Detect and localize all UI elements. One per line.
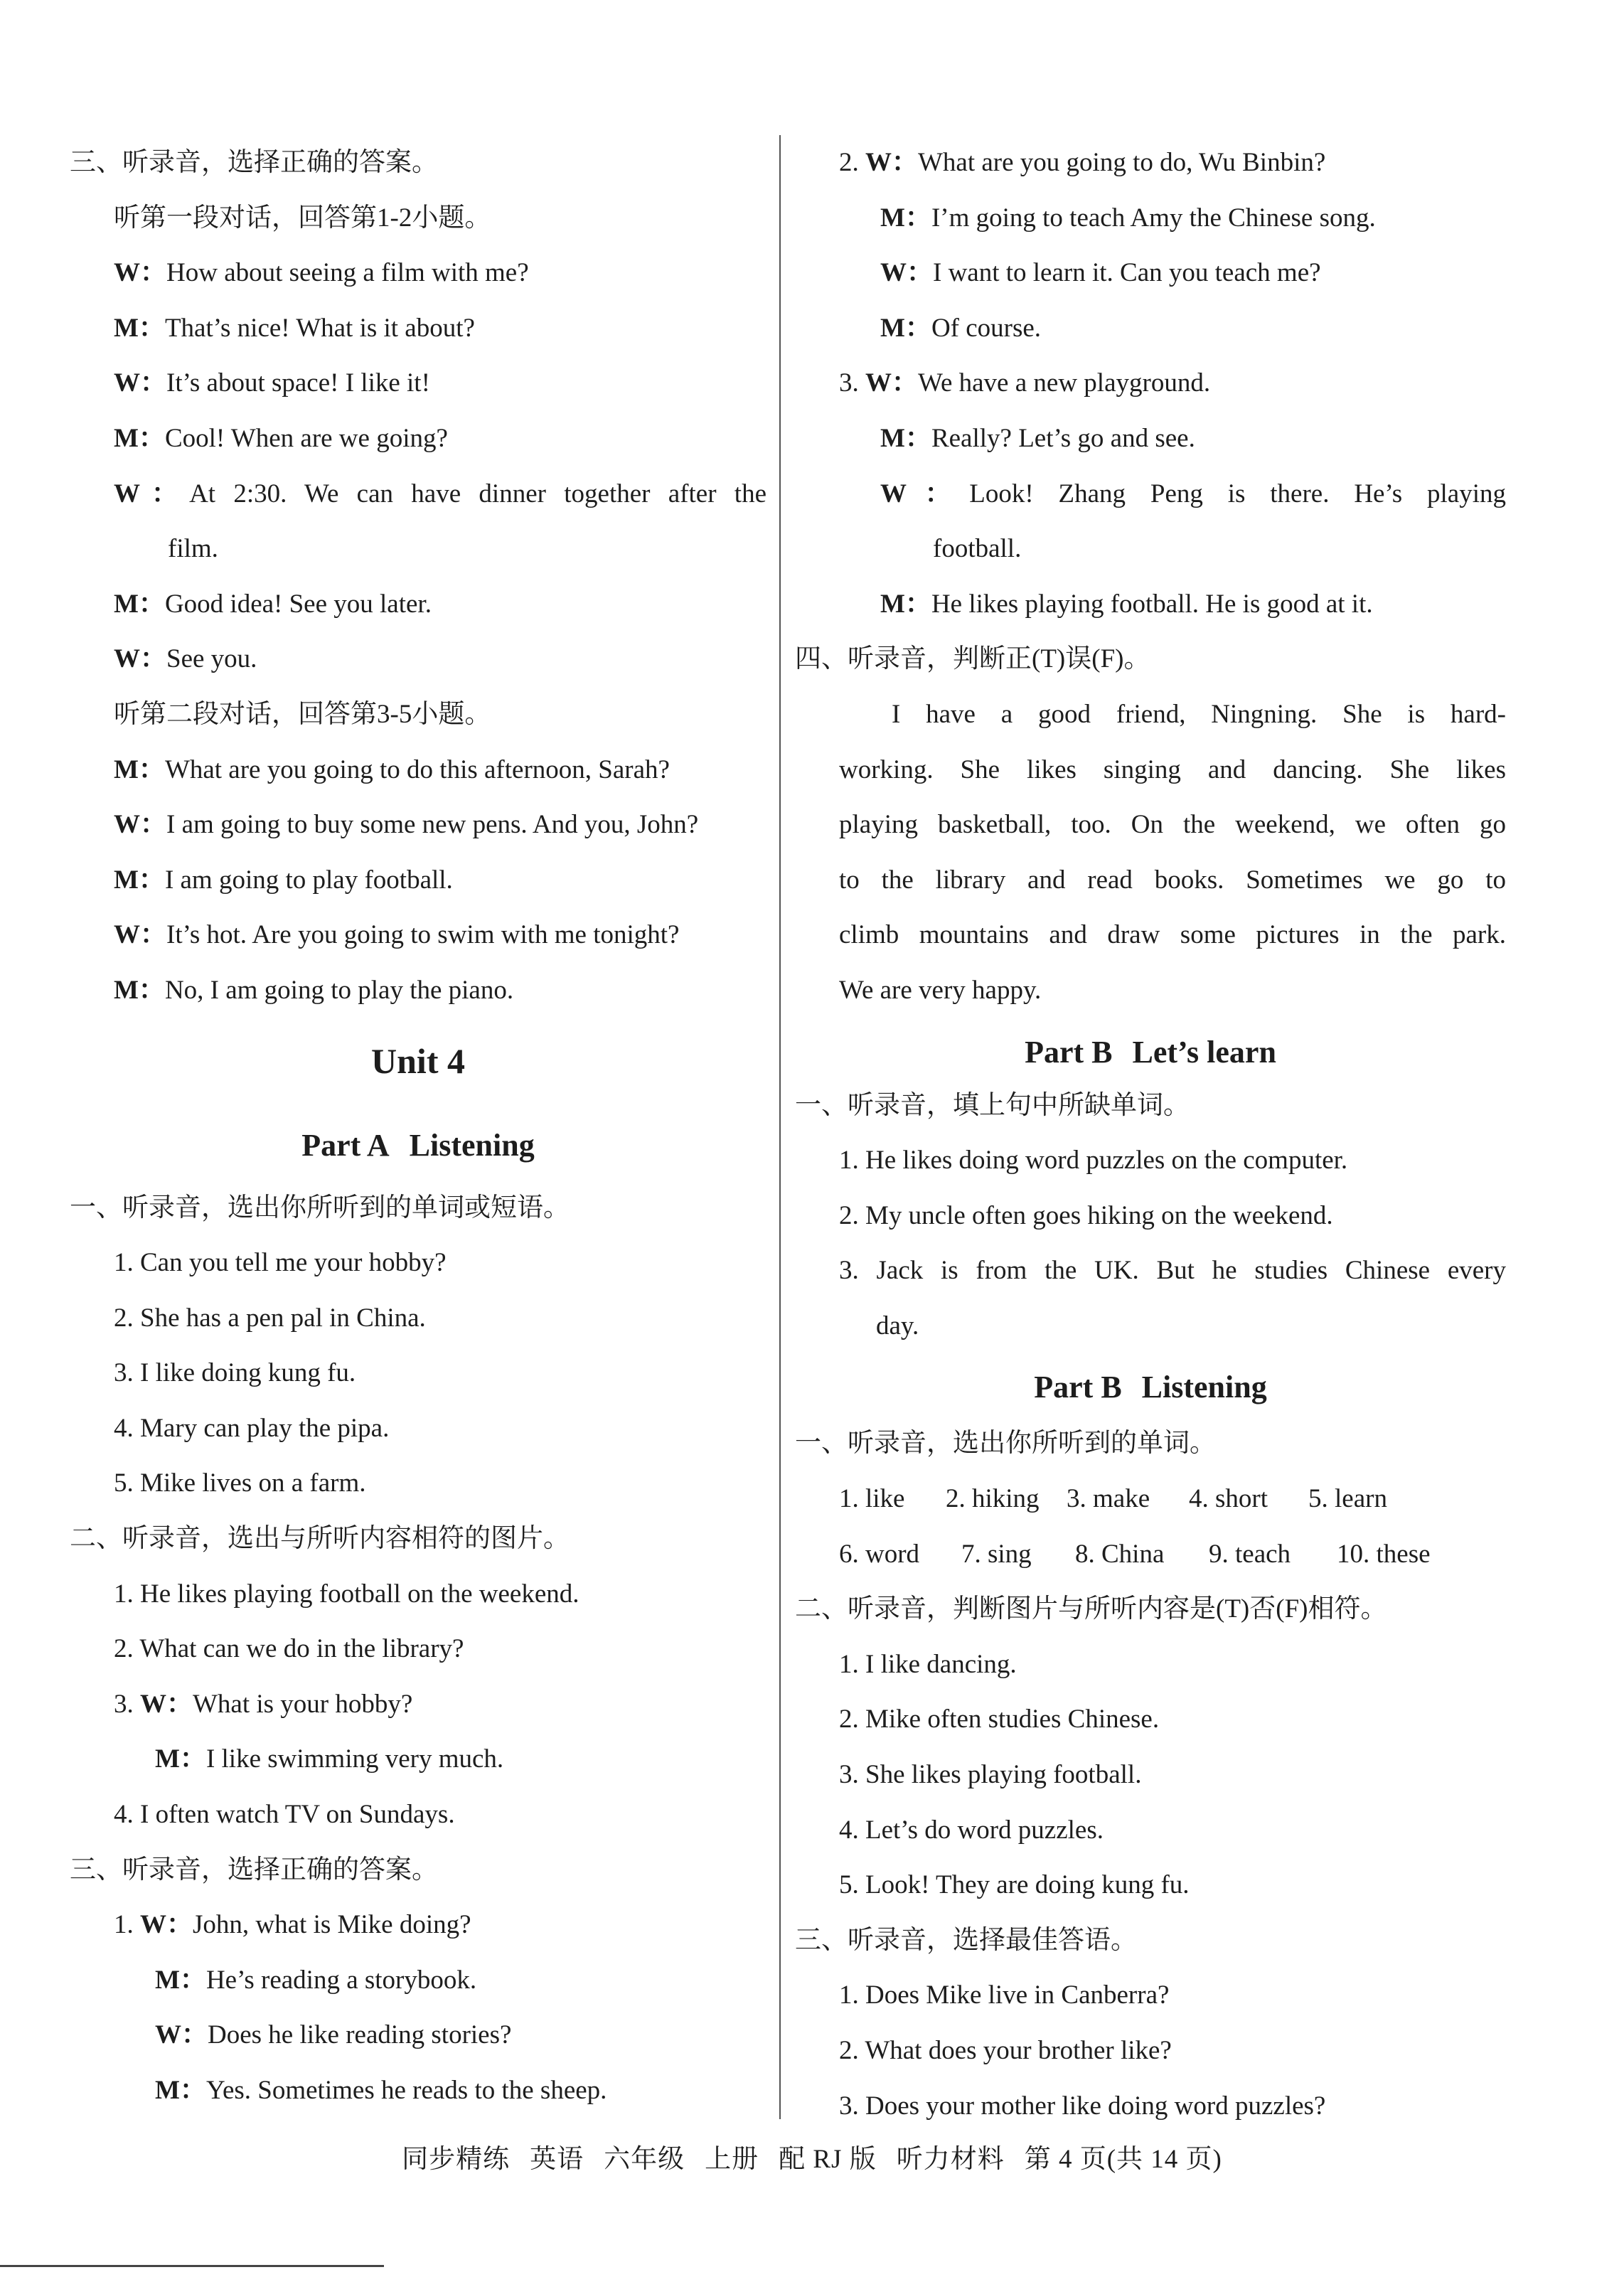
word-item: 6. word (839, 1539, 920, 1569)
dialogue-line (70, 2008, 766, 2063)
speaker: M： (880, 589, 931, 619)
paragraph-line: We are very happy. (839, 975, 1042, 1005)
line-text: How about seeing a film with me? (166, 258, 529, 288)
line-text: He’s reading a storybook. (205, 1965, 477, 1995)
footer-material: 听力材料 (896, 2145, 1005, 2174)
word-item: 8. China (1075, 1539, 1165, 1569)
dialogue-line (70, 1677, 766, 1732)
dialogue-line (70, 907, 766, 963)
section-header: 三、听录音，选择最佳答语。 (795, 1925, 1137, 1955)
subheader: 听第二段对话，回答第3-5小题。 (114, 699, 491, 729)
list-item: 3. Does your mother like doing word puzzles? (839, 2091, 1326, 2121)
paragraph-line: playing basketball, too. On the weekend, we often go (839, 810, 1506, 840)
word-row (795, 1527, 1506, 1582)
dialogue-line (70, 245, 766, 301)
dialogue-line (70, 853, 766, 908)
section-header: 二、听录音，判断图片与所听内容是(T)否(F)相符。 (795, 1594, 1387, 1624)
line-continuation: film. (168, 534, 218, 564)
footer-grade: 六年级 (604, 2145, 685, 2174)
speaker: W： (114, 258, 166, 288)
dialogue-line (70, 1953, 766, 2008)
list-item: 2. My uncle often goes hiking on the weekend. (839, 1200, 1333, 1230)
dialogue-line (795, 577, 1506, 632)
list-item: 1. He likes playing football on the weekend. (114, 1579, 579, 1609)
speaker: M： (114, 755, 165, 784)
dialogue-line (70, 1897, 766, 1953)
speaker: M： (114, 865, 165, 895)
line-text: Of course. (931, 313, 1042, 343)
speaker: M： (880, 313, 931, 343)
list-item: 1. He likes doing word puzzles on the computer. (839, 1146, 1348, 1175)
line-text: Really? Let’s go and see. (931, 423, 1195, 453)
section-header: 四、听录音，判断正(T)误(F)。 (795, 644, 1150, 674)
word-item: 9. teach (1209, 1539, 1291, 1569)
word-item: 5. learn (1308, 1484, 1387, 1514)
list-item: 3. I like doing kung fu. (114, 1358, 356, 1388)
line-text: What are you going to do, Wu Binbin? (918, 148, 1326, 177)
section-header: 三、听录音，选择正确的答案。 (70, 1855, 438, 1884)
list-item: 4. I often watch TV on Sundays. (114, 1800, 455, 1830)
left-column (70, 135, 766, 2118)
line-continuation: day. (876, 1311, 919, 1340)
section-header: 一、听录音，选出你所听到的单词或短语。 (70, 1193, 570, 1222)
footer-subject: 英语 (530, 2145, 584, 2174)
paragraph-line: I have a good friend, Ningning. She is hard- (892, 699, 1506, 729)
dialogue-line (70, 356, 766, 411)
dialogue-line (795, 301, 1506, 356)
item-number: 2. (839, 148, 859, 177)
speaker: M： (880, 423, 931, 453)
speaker: M： (155, 2076, 206, 2105)
list-item: 2. What can we do in the library? (114, 1634, 464, 1664)
dialogue-line (70, 1732, 766, 1787)
speaker: W： (114, 810, 166, 840)
list-item: 4. Let’s do word puzzles. (839, 1815, 1104, 1845)
column-divider (779, 135, 781, 2119)
right-column (795, 135, 1506, 2133)
line-text: Cool! When are we going? (164, 423, 448, 453)
part-label: Part B (1034, 1370, 1122, 1405)
line-text: He likes playing football. He is good at it. (931, 589, 1373, 619)
speaker: M： (155, 1965, 206, 1995)
line-text: Good idea! See you later. (164, 589, 432, 619)
part-label: Part B (1025, 1034, 1113, 1070)
item-number: 1. (114, 1910, 134, 1940)
speaker: W： (865, 368, 918, 398)
line-text: John, what is Mike doing? (193, 1910, 471, 1940)
dialogue-line (795, 135, 1506, 191)
part-name: Let’s learn (1132, 1034, 1276, 1070)
speaker: M： (155, 1744, 206, 1774)
item-number: 3. (114, 1689, 134, 1719)
word-item: 2. hiking (946, 1484, 1040, 1514)
subheader: 听第一段对话，回答第1-2小题。 (114, 203, 491, 233)
dialogue-line (70, 963, 766, 1018)
dialogue-line (795, 245, 1506, 301)
line-text: I am going to buy some new pens. And you, John? (166, 810, 699, 840)
list-item: 1. Can you tell me your hobby? (114, 1248, 447, 1278)
unit-title: Unit 4 (371, 1040, 465, 1081)
dialogue-line (70, 301, 766, 356)
speaker: W： (880, 258, 933, 288)
list-item: 2. Mike often studies Chinese. (839, 1705, 1160, 1734)
speaker: M： (114, 589, 165, 619)
part-title (70, 1104, 766, 1180)
speaker: W： (114, 479, 190, 508)
list-item: 2. What does your brother like? (839, 2036, 1172, 2065)
speaker: M： (114, 975, 165, 1005)
dialogue-line (70, 631, 766, 687)
dialogue-line (70, 577, 766, 632)
word-item: 3. make (1067, 1484, 1150, 1514)
line-text: I like swimming very much. (205, 1744, 504, 1774)
line-text: It’s about space! I like it! (166, 368, 430, 398)
footer-series: 同步精练 (402, 2145, 511, 2174)
list-item: 3. She likes playing football. (839, 1760, 1142, 1790)
speaker: M： (114, 423, 165, 453)
line-text: I am going to play football. (164, 865, 453, 895)
dialogue-line (70, 797, 766, 853)
list-item: 4. Mary can play the pipa. (114, 1413, 390, 1443)
section-header: 二、听录音，选出与所听内容相符的图片。 (70, 1524, 570, 1554)
line-text: We have a new playground. (918, 368, 1211, 398)
speaker: M： (880, 203, 931, 233)
section-header: 三、听录音，选择正确的答案。 (70, 148, 438, 177)
footer-edition: 配 RJ 版 (779, 2145, 877, 2174)
line-text: Yes. Sometimes he reads to the sheep. (205, 2076, 607, 2105)
word-item: 4. short (1189, 1484, 1268, 1514)
footer-volume: 上册 (705, 2145, 759, 2174)
line-text: What is your hobby? (193, 1689, 413, 1719)
list-item: 5. Look! They are doing kung fu. (839, 1870, 1190, 1900)
line-continuation: football. (933, 534, 1022, 564)
line-text: No, I am going to play the piano. (164, 975, 514, 1005)
dialogue-line (795, 356, 1506, 411)
line-text: It’s hot. Are you going to swim with me tonight? (166, 920, 680, 950)
speaker: W： (865, 148, 918, 177)
paragraph-line: working. She likes singing and dancing. She likes (839, 755, 1506, 784)
page-footer (0, 2137, 1624, 2175)
part-name: Listening (409, 1127, 535, 1163)
speaker: W： (114, 368, 166, 398)
section-header: 一、听录音，填上句中所缺单词。 (795, 1090, 1190, 1120)
list-item: 3. Jack is from the UK. But he studies Chinese every (839, 1256, 1506, 1286)
paragraph-line: to the library and read books. Sometimes we go to (839, 865, 1506, 895)
section-header: 一、听录音，选出你所听到的单词。 (795, 1429, 1216, 1459)
dialogue-line (795, 411, 1506, 466)
speaker: W： (155, 2020, 208, 2050)
speaker: W： (140, 1910, 193, 1940)
list-item: 2. She has a pen pal in China. (114, 1303, 426, 1333)
line-text: That’s nice! What is it about? (164, 313, 475, 343)
word-item: 10. these (1337, 1539, 1431, 1569)
line-text: Does he like reading stories? (208, 2020, 512, 2050)
line-text: Look! Zhang Peng is there. He’s playing (969, 479, 1506, 508)
part-name: Listening (1141, 1370, 1267, 1405)
item-number: 3. (839, 368, 859, 398)
dialogue-line (70, 411, 766, 466)
line-text: What are you going to do this afternoon, Sarah? (164, 755, 670, 784)
speaker: W： (114, 920, 166, 950)
speaker: M： (114, 313, 165, 343)
part-label: Part A (301, 1127, 390, 1163)
word-row (795, 1471, 1506, 1527)
word-item: 1. like (839, 1484, 905, 1514)
line-text: At 2:30. We can have dinner together after the (189, 479, 767, 508)
bottom-rule (0, 2265, 384, 2267)
speaker: W： (114, 644, 166, 674)
dialogue-line (795, 466, 1506, 522)
word-item: 7. sing (961, 1539, 1032, 1569)
dialogue-line (70, 2063, 766, 2118)
dialogue-line (70, 466, 766, 522)
list-item: 5. Mike lives on a farm. (114, 1468, 366, 1498)
footer-page-number: 第 4 页(共 14 页) (1024, 2145, 1222, 2174)
dialogue-line (70, 742, 766, 798)
line-text: I’m going to teach Amy the Chinese song. (931, 203, 1376, 233)
speaker: W： (140, 1689, 193, 1719)
list-item: 1. Does Mike live in Canberra? (839, 1980, 1170, 2010)
part-title (795, 1018, 1506, 1078)
line-text: See you. (166, 644, 257, 674)
line-text: I want to learn it. Can you teach me? (933, 258, 1321, 288)
list-item: 1. I like dancing. (839, 1649, 1017, 1679)
paragraph-line: climb mountains and draw some pictures in the park. (839, 920, 1506, 950)
speaker: W： (880, 479, 970, 508)
dialogue-line (795, 191, 1506, 246)
part-title (795, 1353, 1506, 1416)
